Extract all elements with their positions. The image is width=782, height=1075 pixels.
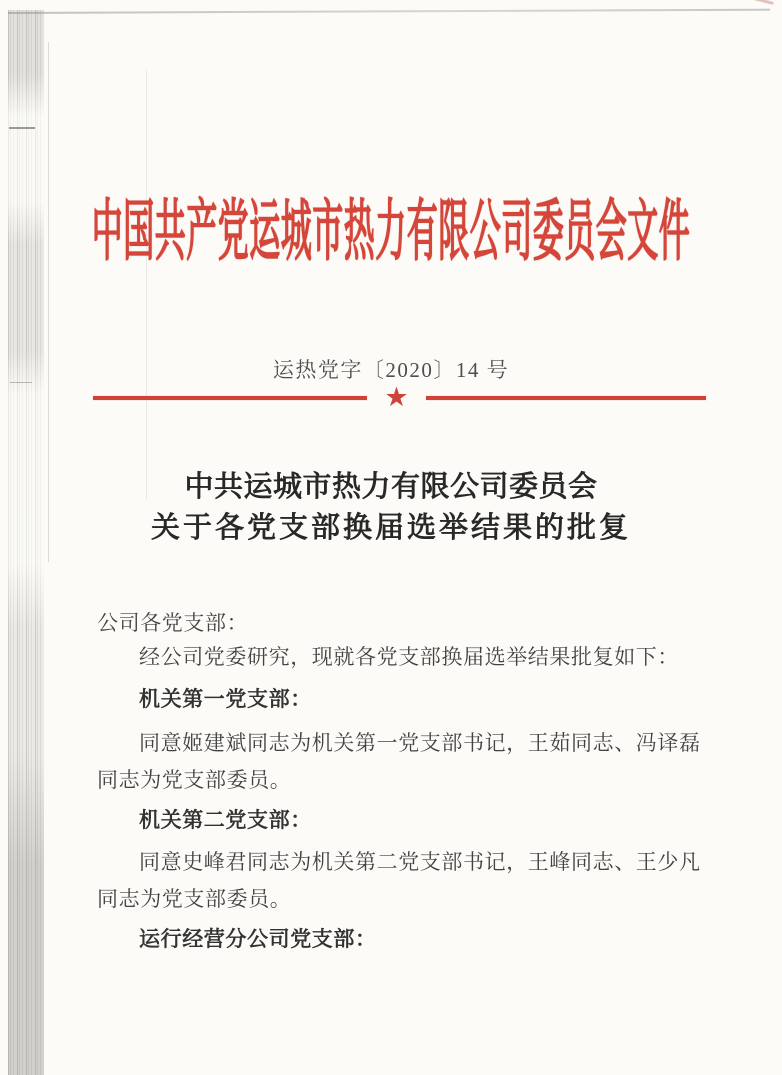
section-text-line: 同志为党支部委员。 (97, 887, 292, 911)
scan-top-edge-line (8, 9, 770, 14)
red-rule-left-segment (93, 396, 367, 400)
section-text-line: 同志为党支部委员。 (97, 768, 292, 792)
section-heading: 机关第一党支部： (139, 687, 312, 711)
section-text-line: 同意史峰君同志为机关第二党支部书记，王峰同志、王少凡 (139, 850, 701, 874)
scan-vertical-line (146, 70, 147, 500)
scan-tick-mark (9, 127, 35, 129)
document-number: 运热党字〔2020〕14 号 (272, 358, 510, 382)
intro-line: 经公司党委研究，现就各党支部换届选举结果批复如下： (139, 645, 679, 669)
star-icon: ★ (384, 382, 409, 412)
document-title-line2: 关于各党支部换届选举结果的批复 (150, 512, 631, 544)
scan-corner-mark (731, 0, 774, 5)
salutation-line: 公司各党支部： (97, 611, 249, 635)
document-title-line1: 中共运城市热力有限公司委员会 (184, 471, 598, 503)
section-heading: 运行经营分公司党支部： (139, 927, 377, 951)
section-heading: 机关第二党支部： (139, 808, 312, 832)
red-rule-right-segment (426, 396, 706, 400)
section-text-line: 同意姬建斌同志为机关第一党支部书记，王茹同志、冯译磊 (139, 731, 701, 755)
masthead-text: 中国共产党运城市热力有限公司委员会文件 (91, 193, 691, 270)
red-divider-rule (93, 384, 706, 411)
letterhead-masthead (0, 193, 782, 270)
